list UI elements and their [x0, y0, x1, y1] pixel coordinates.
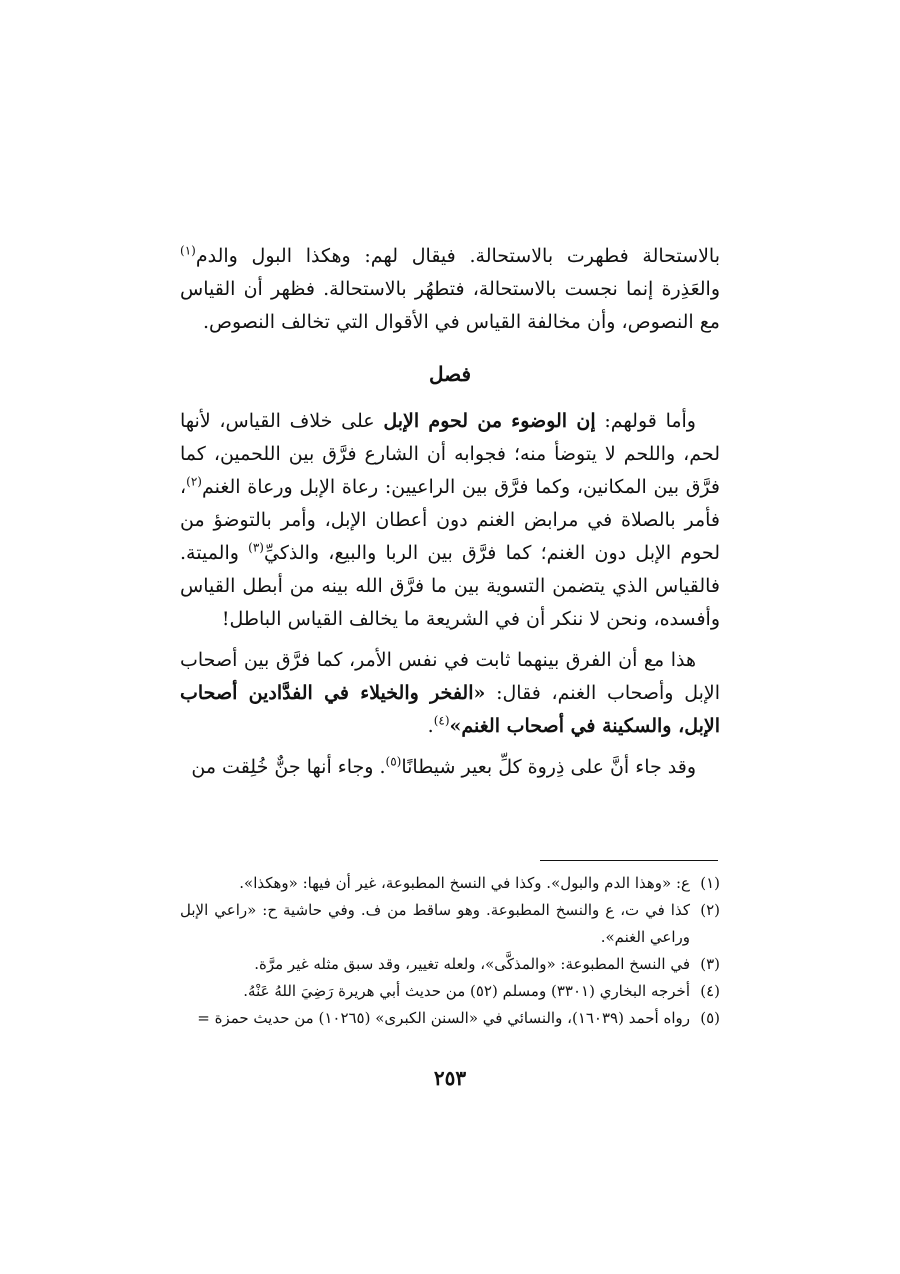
paragraph-4 — [180, 751, 720, 784]
paragraph-2-lead: وأما قولهم: — [595, 410, 696, 432]
paragraph-4-text-a: وقد جاء أنَّ على ذِروة كلِّ بعير شيطانًا — [401, 756, 696, 778]
footnote-ref-2[interactable]: (٢) — [186, 474, 202, 489]
paragraph-1-text-b: والعَذِرة إنما نجست بالاستحالة، فتطهُر بالاستحالة. فظهر أن القياس مع النصوص، وأن مخالفة القياس في الأقوال التي تخالف النصوص. — [180, 278, 720, 333]
footnote-number: (١) — [700, 874, 720, 892]
paragraph-2-text-b: ، فأمر بالصلاة في مرابض الغنم دون أعطان الإبل، وأمر بالتوضؤ من لحوم الإبل دون الغنم؛ كما فرَّق بين الربا والبيع، والذكيِّ — [180, 476, 720, 564]
footnote-ref-1[interactable]: (١) — [180, 243, 196, 258]
footnote-ref-5[interactable]: (٥) — [385, 754, 402, 769]
paragraph-2-text-a: على خلاف القياس، لأنها لحم، واللحم لا يتوضأ منه؛ فجوابه أن الشارع فرَّق بين اللحمين، كما فرَّق بين المكانين، وكما فرَّق بين الراعيين: رعاة الإبل ورعاة الغنم — [180, 410, 720, 498]
footnote-ref-4[interactable]: (٤) — [433, 713, 450, 728]
footnote-5 — [180, 1005, 720, 1032]
footnote-number: (٤) — [700, 982, 720, 1000]
footnote-separator — [540, 860, 718, 861]
hadith-quote: «الفخر والخيلاء في الفدَّادين أصحاب الإبل، والسكينة في أصحاب الغنم» — [180, 682, 720, 737]
footnote-text: أخرجه البخاري (٣٣٠١) ومسلم (٥٢) من حديث أبي هريرة رَضِيَ اللهُ عَنْهُ. — [243, 982, 690, 1000]
footnote-number: (٢) — [700, 901, 720, 919]
main-text — [180, 240, 720, 784]
footnote-2 — [180, 897, 720, 951]
footnotes — [180, 870, 720, 1032]
footnote-1 — [180, 870, 720, 897]
paragraph-4-text-b: . وجاء أنها جنٌّ خُلِقت من — [191, 756, 386, 778]
paragraph-2 — [180, 405, 720, 636]
paragraph-1 — [180, 240, 720, 339]
footnote-4 — [180, 978, 720, 1005]
page-number: ٢٥٣ — [433, 1066, 467, 1090]
footnote-text: ع: «وهذا الدم والبول». وكذا في النسخ المطبوعة، غير أن فيها: «وهكذا». — [239, 874, 690, 892]
footnote-text: كذا في ت، ع والنسخ المطبوعة. وهو ساقط من ف. وفي حاشية ح: «راعي الإبل وراعي الغنم». — [180, 901, 690, 946]
footnote-number: (٣) — [700, 955, 720, 973]
paragraph-1-text-a: بالاستحالة فطهرت بالاستحالة. فيقال لهم: وهكذا البول والدم — [195, 245, 720, 267]
footnote-text: رواه أحمد (١٦٠٣٩)، والنسائي في «السنن الكبرى» (١٠٢٦٥) من حديث حمزة = — [197, 1009, 690, 1027]
footnote-number: (٥) — [700, 1009, 720, 1027]
paragraph-2-text-c: والميتة. فالقياس الذي يتضمن التسوية بين ما فرَّق الله بينه من أبطل القياس وأفسده، ونحن لا ننكر أن في الشريعة ما يخالف القياس الباطل! — [180, 542, 720, 630]
footnote-text: في النسخ المطبوعة: «والمذكَّى»، ولعله تغيير، وقد سبق مثله غير مرَّة. — [254, 955, 690, 973]
section-heading: فصل — [428, 362, 472, 386]
footnote-ref-3[interactable]: (٣) — [248, 540, 264, 555]
footnote-3 — [180, 951, 720, 978]
paragraph-3-text-a: هذا مع أن الفرق بينهما ثابت في نفس الأمر، كما فرَّق بين أصحاب الإبل وأصحاب الغنم، فقال: — [180, 649, 720, 704]
paragraph-2-bold-phrase: إن الوضوء من لحوم الإبل — [383, 410, 596, 432]
paragraph-3-text-b: . — [427, 715, 434, 737]
paragraph-3 — [180, 644, 720, 743]
